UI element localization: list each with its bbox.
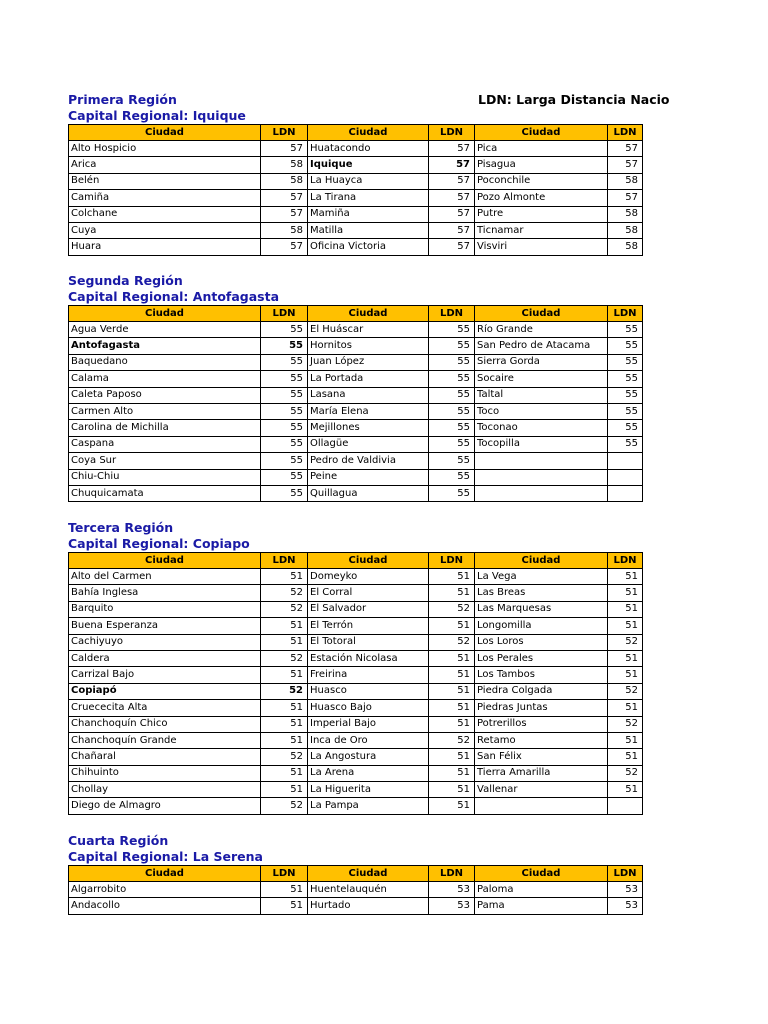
- city-cell: Belén: [69, 173, 261, 189]
- city-cell: Poconchile: [475, 173, 608, 189]
- empty-cell: [608, 798, 643, 814]
- city-cell: Pisagua: [475, 157, 608, 173]
- city-cell: Cuya: [69, 222, 261, 238]
- city-cell: Paloma: [475, 882, 608, 898]
- ldn-cell: 57: [429, 239, 475, 255]
- ldn-cell: 51: [261, 618, 308, 634]
- region-capital: Capital Regional: Iquique: [68, 108, 246, 123]
- ldn-cell: 52: [608, 765, 643, 781]
- ldn-cell: 52: [261, 683, 308, 699]
- ldn-cell: 55: [261, 371, 308, 387]
- ldn-cell: 55: [429, 453, 475, 469]
- city-cell: Hurtado: [308, 898, 429, 914]
- table-row: [69, 403, 643, 419]
- ldn-cell: 53: [608, 898, 643, 914]
- city-cell: Ollagüe: [308, 436, 429, 452]
- city-cell: Caspana: [69, 436, 261, 452]
- city-cell: Tierra Amarilla: [475, 765, 608, 781]
- table-row: [69, 485, 643, 501]
- city-cell: La Pampa: [308, 798, 429, 814]
- city-cell: Calama: [69, 371, 261, 387]
- ldn-cell: 51: [261, 716, 308, 732]
- header-ciudad: Ciudad: [69, 306, 261, 322]
- table-row: [69, 354, 643, 370]
- city-cell: Chañaral: [69, 749, 261, 765]
- ldn-cell: 57: [261, 239, 308, 255]
- ldn-cell: 55: [261, 469, 308, 485]
- table-row: [69, 667, 643, 683]
- city-cell: Antofagasta: [69, 338, 261, 354]
- ldn-cell: 51: [429, 716, 475, 732]
- ldn-cell: 53: [608, 882, 643, 898]
- ldn-cell: 55: [608, 403, 643, 419]
- header-ldn: LDN: [608, 306, 643, 322]
- city-cell: La Tirana: [308, 190, 429, 206]
- city-cell: San Pedro de Atacama: [475, 338, 608, 354]
- city-cell: Retamo: [475, 732, 608, 748]
- ldn-cell: 58: [608, 173, 643, 189]
- ldn-cell: 58: [608, 239, 643, 255]
- ldn-cell: 57: [429, 141, 475, 157]
- ldn-cell: 57: [608, 190, 643, 206]
- ldn-cell: 55: [429, 387, 475, 403]
- ldn-cell: 58: [608, 206, 643, 222]
- ldn-cell: 57: [429, 173, 475, 189]
- region-title: Cuarta Región: [68, 833, 169, 848]
- table-row: [69, 157, 643, 173]
- region-capital: Capital Regional: La Serena: [68, 849, 263, 864]
- ldn-cell: 51: [429, 700, 475, 716]
- city-cell: Chollay: [69, 782, 261, 798]
- ldn-cell: 55: [261, 338, 308, 354]
- ldn-cell: 53: [429, 882, 475, 898]
- header-ciudad: Ciudad: [475, 866, 608, 882]
- ldn-cell: 51: [429, 650, 475, 666]
- ldn-cell: 55: [429, 338, 475, 354]
- table-row: [69, 882, 643, 898]
- city-cell: Iquique: [308, 157, 429, 173]
- ldn-cell: 51: [608, 569, 643, 585]
- table-row: [69, 683, 643, 699]
- table-row: [69, 322, 643, 338]
- city-cell: Río Grande: [475, 322, 608, 338]
- city-cell: Mejillones: [308, 420, 429, 436]
- ldn-cell: 55: [261, 453, 308, 469]
- table-header-row: [69, 553, 643, 569]
- city-cell: Chanchoquín Grande: [69, 732, 261, 748]
- region-primera: [68, 92, 670, 256]
- ldn-cell: 51: [608, 601, 643, 617]
- city-cell: El Corral: [308, 585, 429, 601]
- ldn-cell: 57: [429, 222, 475, 238]
- table-row: [69, 798, 643, 814]
- city-cell: Carmen Alto: [69, 403, 261, 419]
- city-cell: Toco: [475, 403, 608, 419]
- header-ldn: LDN: [261, 866, 308, 882]
- city-cell: Coya Sur: [69, 453, 261, 469]
- city-cell: Vallenar: [475, 782, 608, 798]
- ldn-cell: 51: [261, 882, 308, 898]
- ldn-cell: 53: [429, 898, 475, 914]
- city-cell: Bahía Inglesa: [69, 585, 261, 601]
- ldn-cell: 52: [429, 732, 475, 748]
- empty-cell: [608, 485, 643, 501]
- ldn-cell: 55: [608, 371, 643, 387]
- ldn-cell: 52: [429, 634, 475, 650]
- ldn-cell: 52: [261, 650, 308, 666]
- header-ldn: LDN: [429, 866, 475, 882]
- table-row: [69, 469, 643, 485]
- region-title: Tercera Región: [68, 520, 174, 535]
- city-cell: San Félix: [475, 749, 608, 765]
- city-cell: Huasco: [308, 683, 429, 699]
- city-cell: Cachiyuyo: [69, 634, 261, 650]
- city-cell: El Huáscar: [308, 322, 429, 338]
- city-cell: Chanchoquín Chico: [69, 716, 261, 732]
- header-ldn: LDN: [429, 553, 475, 569]
- ldn-cell: 55: [429, 469, 475, 485]
- table-row: [69, 190, 643, 206]
- ldn-cell: 51: [429, 749, 475, 765]
- city-cell: Tocopilla: [475, 436, 608, 452]
- table-row: [69, 453, 643, 469]
- city-cell: Hornitos: [308, 338, 429, 354]
- city-cell: Ticnamar: [475, 222, 608, 238]
- header-ldn: LDN: [608, 125, 643, 141]
- city-cell: Lasana: [308, 387, 429, 403]
- header-ciudad: Ciudad: [69, 553, 261, 569]
- ldn-cell: 51: [261, 782, 308, 798]
- ldn-cell: 52: [261, 585, 308, 601]
- ldn-cell: 51: [608, 732, 643, 748]
- region-segunda: [68, 273, 642, 502]
- ldn-cell: 51: [608, 667, 643, 683]
- ldn-cell: 55: [608, 354, 643, 370]
- ldn-cell: 57: [429, 206, 475, 222]
- city-cell: María Elena: [308, 403, 429, 419]
- header-ciudad: Ciudad: [69, 125, 261, 141]
- table-row: [69, 700, 643, 716]
- city-cell: Huentelauquén: [308, 882, 429, 898]
- header-ciudad: Ciudad: [475, 125, 608, 141]
- ldn-cell: 51: [429, 683, 475, 699]
- header-ciudad: Ciudad: [475, 306, 608, 322]
- city-cell: Piedra Colgada: [475, 683, 608, 699]
- ldn-cell: 55: [429, 436, 475, 452]
- table-row: [69, 141, 643, 157]
- header-ciudad: Ciudad: [308, 125, 429, 141]
- ldn-cell: 55: [429, 354, 475, 370]
- table-row: [69, 650, 643, 666]
- table-row: [69, 173, 643, 189]
- ldn-cell: 51: [608, 782, 643, 798]
- ldn-table: [68, 552, 643, 815]
- ldn-cell: 55: [608, 338, 643, 354]
- ldn-cell: 51: [261, 569, 308, 585]
- city-cell: Carolina de Michilla: [69, 420, 261, 436]
- ldn-cell: 51: [608, 618, 643, 634]
- city-cell: Inca de Oro: [308, 732, 429, 748]
- ldn-cell: 57: [608, 157, 643, 173]
- city-cell: Socaire: [475, 371, 608, 387]
- ldn-cell: 55: [608, 436, 643, 452]
- city-cell: Oficina Victoria: [308, 239, 429, 255]
- empty-cell: [475, 485, 608, 501]
- ldn-cell: 55: [429, 485, 475, 501]
- ldn-cell: 51: [429, 667, 475, 683]
- city-cell: Imperial Bajo: [308, 716, 429, 732]
- table-row: [69, 569, 643, 585]
- ldn-cell: 51: [429, 618, 475, 634]
- city-cell: Pedro de Valdivia: [308, 453, 429, 469]
- ldn-cell: 58: [261, 222, 308, 238]
- ldn-cell: 58: [608, 222, 643, 238]
- city-cell: Las Marquesas: [475, 601, 608, 617]
- city-cell: Agua Verde: [69, 322, 261, 338]
- header-ldn: LDN: [261, 125, 308, 141]
- table-header-row: [69, 306, 643, 322]
- city-cell: Arica: [69, 157, 261, 173]
- table-header-row: [69, 125, 643, 141]
- city-cell: Huasco Bajo: [308, 700, 429, 716]
- table-header-row: [69, 866, 643, 882]
- table-row: [69, 716, 643, 732]
- ldn-cell: 52: [608, 634, 643, 650]
- city-cell: Peine: [308, 469, 429, 485]
- ldn-cell: 55: [261, 436, 308, 452]
- ldn-table: [68, 865, 643, 915]
- city-cell: Andacollo: [69, 898, 261, 914]
- city-cell: Domeyko: [308, 569, 429, 585]
- city-cell: Buena Esperanza: [69, 618, 261, 634]
- ldn-cell: 52: [429, 601, 475, 617]
- city-cell: Sierra Gorda: [475, 354, 608, 370]
- ldn-cell: 58: [261, 173, 308, 189]
- ldn-cell: 57: [608, 141, 643, 157]
- ldn-cell: 55: [429, 403, 475, 419]
- header-ldn: LDN: [429, 125, 475, 141]
- city-cell: Chihuinto: [69, 765, 261, 781]
- ldn-cell: 51: [429, 798, 475, 814]
- ldn-table: [68, 124, 643, 256]
- city-cell: Caleta Paposo: [69, 387, 261, 403]
- ldn-cell: 52: [261, 601, 308, 617]
- city-cell: Longomilla: [475, 618, 608, 634]
- ldn-cell: 51: [429, 782, 475, 798]
- city-cell: Los Perales: [475, 650, 608, 666]
- ldn-cell: 55: [429, 322, 475, 338]
- city-cell: Taltal: [475, 387, 608, 403]
- table-row: [69, 782, 643, 798]
- city-cell: Freirina: [308, 667, 429, 683]
- city-cell: Estación Nicolasa: [308, 650, 429, 666]
- header-ldn: LDN: [261, 553, 308, 569]
- ldn-cell: 51: [429, 569, 475, 585]
- ldn-cell: 52: [261, 749, 308, 765]
- region-tercera: [68, 520, 642, 815]
- ldn-cell: 57: [261, 206, 308, 222]
- ldn-cell: 52: [608, 683, 643, 699]
- city-cell: Alto Hospicio: [69, 141, 261, 157]
- ldn-cell: 51: [608, 585, 643, 601]
- table-row: [69, 239, 643, 255]
- ldn-table: [68, 305, 643, 502]
- ldn-cell: 51: [261, 667, 308, 683]
- ldn-cell: 51: [608, 650, 643, 666]
- city-cell: Colchane: [69, 206, 261, 222]
- header-ldn: LDN: [261, 306, 308, 322]
- region-capital: Capital Regional: Antofagasta: [68, 289, 280, 304]
- region-title: Primera Región: [68, 92, 177, 107]
- header-ciudad: Ciudad: [308, 306, 429, 322]
- ldn-cell: 55: [261, 485, 308, 501]
- city-cell: Algarrobito: [69, 882, 261, 898]
- city-cell: Chuquicamata: [69, 485, 261, 501]
- city-cell: La Arena: [308, 765, 429, 781]
- ldn-cell: 57: [429, 190, 475, 206]
- ldn-cell: 58: [261, 157, 308, 173]
- table-row: [69, 387, 643, 403]
- city-cell: Camiña: [69, 190, 261, 206]
- city-cell: Quillagua: [308, 485, 429, 501]
- city-cell: La Portada: [308, 371, 429, 387]
- header-ciudad: Ciudad: [475, 553, 608, 569]
- table-row: [69, 601, 643, 617]
- ldn-cell: 51: [261, 765, 308, 781]
- city-cell: Mamiña: [308, 206, 429, 222]
- city-cell: Pozo Almonte: [475, 190, 608, 206]
- city-cell: Pama: [475, 898, 608, 914]
- header-ldn: LDN: [608, 866, 643, 882]
- city-cell: Huatacondo: [308, 141, 429, 157]
- city-cell: Carrizal Bajo: [69, 667, 261, 683]
- ldn-cell: 55: [608, 420, 643, 436]
- city-cell: La Angostura: [308, 749, 429, 765]
- ldn-cell: 51: [261, 898, 308, 914]
- city-cell: Alto del Carmen: [69, 569, 261, 585]
- city-cell: Cruececita Alta: [69, 700, 261, 716]
- empty-cell: [475, 469, 608, 485]
- table-row: [69, 206, 643, 222]
- empty-cell: [608, 453, 643, 469]
- ldn-cell: 52: [261, 798, 308, 814]
- city-cell: Pica: [475, 141, 608, 157]
- ldn-cell: 51: [608, 749, 643, 765]
- ldn-cell: 51: [608, 700, 643, 716]
- table-row: [69, 749, 643, 765]
- city-cell: Diego de Almagro: [69, 798, 261, 814]
- city-cell: Potrerillos: [475, 716, 608, 732]
- city-cell: La Higuerita: [308, 782, 429, 798]
- ldn-cell: 51: [261, 634, 308, 650]
- city-cell: Visviri: [475, 239, 608, 255]
- ldn-cell: 55: [261, 387, 308, 403]
- table-row: [69, 618, 643, 634]
- city-cell: Los Loros: [475, 634, 608, 650]
- ldn-cell: 51: [429, 765, 475, 781]
- ldn-cell: 55: [608, 322, 643, 338]
- region-capital: Capital Regional: Copiapo: [68, 536, 250, 551]
- city-cell: El Terrón: [308, 618, 429, 634]
- city-cell: Los Tambos: [475, 667, 608, 683]
- ldn-cell: 57: [261, 190, 308, 206]
- ldn-cell: 55: [261, 403, 308, 419]
- city-cell: Barquito: [69, 601, 261, 617]
- empty-cell: [475, 798, 608, 814]
- table-row: [69, 338, 643, 354]
- ldn-cell: 57: [261, 141, 308, 157]
- city-cell: Chiu-Chiu: [69, 469, 261, 485]
- table-row: [69, 732, 643, 748]
- ldn-cell: 57: [429, 157, 475, 173]
- region-title: Segunda Región: [68, 273, 183, 288]
- city-cell: Caldera: [69, 650, 261, 666]
- city-cell: El Salvador: [308, 601, 429, 617]
- city-cell: Toconao: [475, 420, 608, 436]
- ldn-cell: 55: [429, 371, 475, 387]
- table-row: [69, 634, 643, 650]
- ldn-cell: 52: [608, 716, 643, 732]
- city-cell: Putre: [475, 206, 608, 222]
- empty-cell: [608, 469, 643, 485]
- ldn-cell: 55: [608, 387, 643, 403]
- ldn-cell: 51: [429, 585, 475, 601]
- city-cell: La Vega: [475, 569, 608, 585]
- header-ciudad: Ciudad: [69, 866, 261, 882]
- header-ciudad: Ciudad: [308, 553, 429, 569]
- region-cuarta: [68, 833, 642, 915]
- table-row: [69, 898, 643, 914]
- table-row: [69, 585, 643, 601]
- table-row: [69, 765, 643, 781]
- ldn-cell: 51: [261, 700, 308, 716]
- city-cell: Matilla: [308, 222, 429, 238]
- ldn-cell: 51: [261, 732, 308, 748]
- table-row: [69, 222, 643, 238]
- header-ldn: LDN: [608, 553, 643, 569]
- ldn-cell: 55: [261, 322, 308, 338]
- ldn-cell: 55: [429, 420, 475, 436]
- city-cell: Huara: [69, 239, 261, 255]
- city-cell: Juan López: [308, 354, 429, 370]
- header-ldn: LDN: [429, 306, 475, 322]
- city-cell: Las Breas: [475, 585, 608, 601]
- city-cell: La Huayca: [308, 173, 429, 189]
- table-row: [69, 436, 643, 452]
- ldn-cell: 55: [261, 354, 308, 370]
- table-row: [69, 371, 643, 387]
- header-ciudad: Ciudad: [308, 866, 429, 882]
- city-cell: Baquedano: [69, 354, 261, 370]
- city-cell: El Totoral: [308, 634, 429, 650]
- ldn-legend: LDN: Larga Distancia Nacio: [478, 92, 670, 107]
- city-cell: Copiapó: [69, 683, 261, 699]
- city-cell: Piedras Juntas: [475, 700, 608, 716]
- empty-cell: [475, 453, 608, 469]
- table-row: [69, 420, 643, 436]
- ldn-cell: 55: [261, 420, 308, 436]
